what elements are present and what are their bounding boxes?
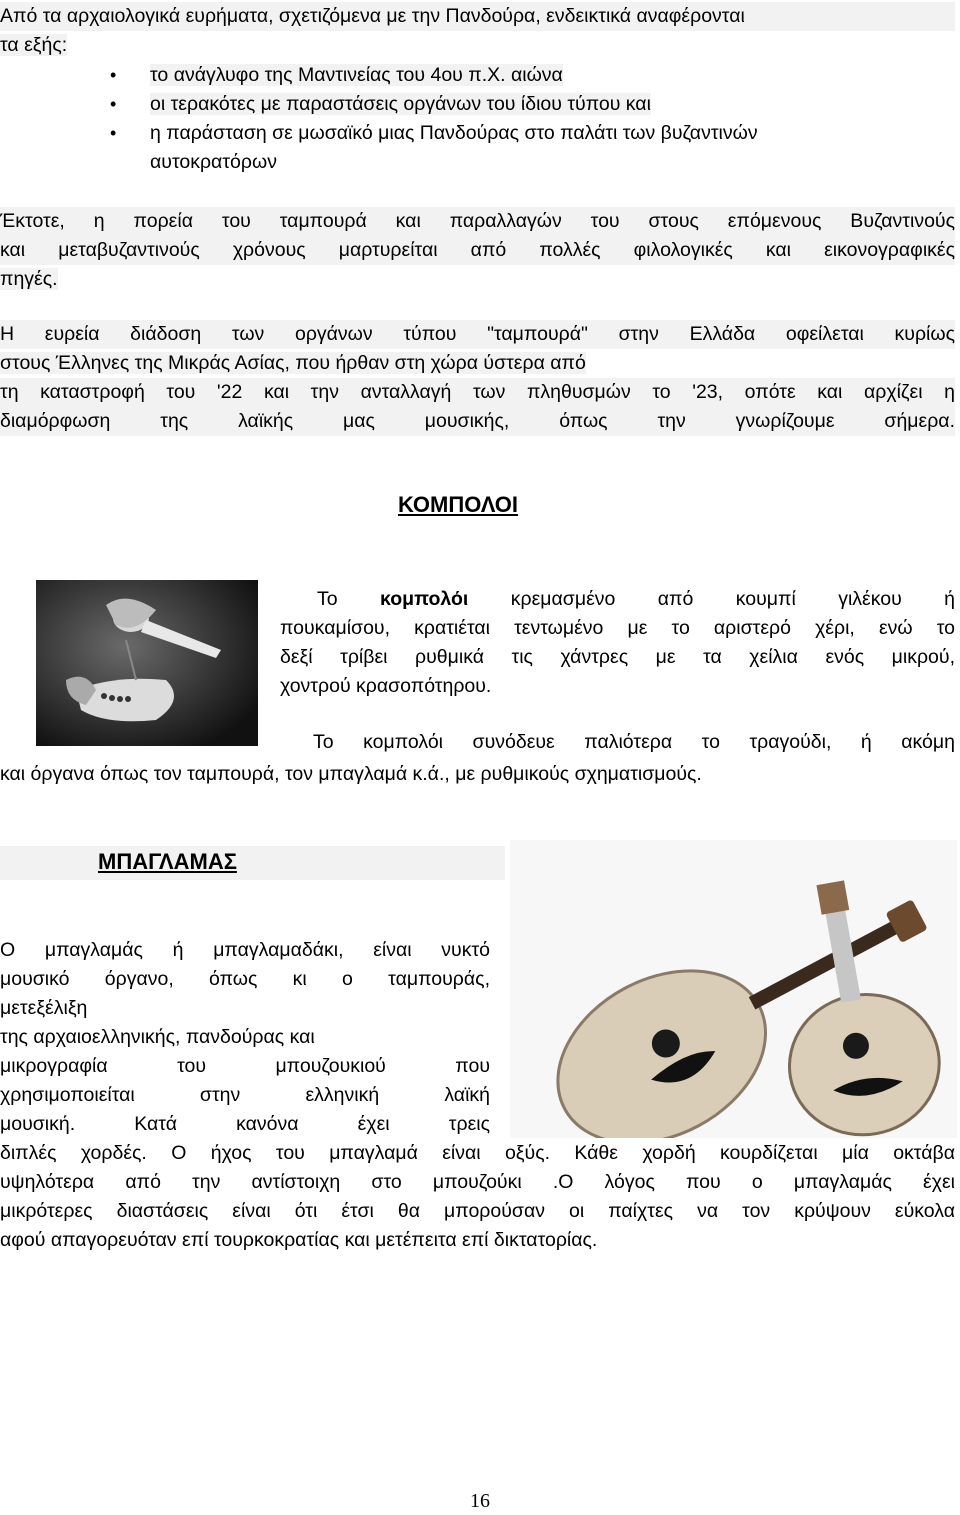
spread-line-2 [0,349,955,378]
baglamas-left-line: μικρογραφία του μπουζουκιού που [0,1055,490,1077]
baglamas-full-line-1: διπλές χορδές. Ο ήχος του μπαγλαμά είναι οξύς. Κάθε χορδή κουρδίζεται μία οκτάβα [0,1142,955,1164]
komboloi-p1-line-4: χοντρού κρασοπότηρου. [280,675,492,697]
byz-line-3 [0,265,955,294]
byz-line-1: Έκτοτε, η πορεία του ταμπουρά και παραλλαγών του στους επόμενους Βυζαντινούς [0,207,955,236]
komboloi-p1-line-1 [280,585,955,614]
intro-line-2 [0,31,955,60]
komboloi-p2-line-2: και όργανα όπως τον ταμπουρά, τον μπαγλαμά κ.ά., με ρυθμικούς σχηματισμούς. [0,763,702,785]
komboloi-p2-line-1: Το κομπολόι συνόδευε παλιότερα το τραγούδι, ή ακόμη [313,731,955,753]
spread-line-4: διαμόρφωση της λαϊκής μας μουσικής, όπως την γνωρίζουμε σήμερα. [0,407,955,436]
bullet-item [110,119,960,148]
bullet-text: οι τερακότες με παραστάσεις οργάνων του ίδιου τύπου και [150,93,651,115]
baglamas-left-line: χρησιμοποιείται στην ελληνική λαϊκή [0,1084,490,1106]
komboloi-p1-line-2: πουκαμίσου, κρατιέται τεντωμένο με το αριστερό χέρι, ενώ το [280,617,955,639]
bullet-text: το ανάγλυφο της Μαντινείας του 4ου π.Χ. αιώνα [150,64,563,86]
baglamas-full-line-3: μικρότερες διαστάσεις είναι ότι έτσι θα μπορούσαν οι παίχτες να τον κρύψουν εύκολα [0,1200,955,1222]
baglamas-left-line: μετεξέλιξη [0,997,88,1019]
byz-line-2: και μεταβυζαντινούς χρόνους μαρτυρείται από πολλές φιλολογικές και εικονογραφικές [0,236,955,265]
baglamas-left-line: Ο μπαγλαμάς ή μπαγλαμαδάκι, είναι νυκτό [0,939,490,961]
intro-line-1: Από τα αρχαιολογικά ευρήματα, σχετιζόμενα με την Πανδούρα, ενδεικτικά αναφέρονται [0,2,955,31]
baglamas-full-line-4: αφού απαγορευόταν επί τουρκοκρατίας και μετέπειτα επί δικτατορίας. [0,1229,598,1251]
bullet-text: η παράσταση σε μωσαϊκό μιας Πανδούρας στο παλάτι των βυζαντινών [150,122,758,144]
bullet-continuation: αυτοκρατόρων [150,151,277,173]
komboloi-bold-word: κομπολόι [380,588,469,610]
baglamas-left-line: της αρχαιοελληνικής, πανδούρας και [0,1026,315,1048]
spread-line-2-text: στους Έλληνες της Μικράς Ασίας, που ήρθαν στη χώρα ύστερα από [0,352,586,374]
baglamas-photo [510,840,957,1138]
komboloi-photo-image [36,580,258,746]
baglamas-photo-image [510,840,957,1138]
komboloi-p1-line-3: δεξί τρίβει ρυθμικά τις χάντρες με τα χείλια ενός μικρού, [280,646,955,668]
intro-bullet-list [110,61,960,148]
baglamas-left-column [0,936,490,1139]
baglamas-left-line: μουσική. Κατά κανόνα έχει τρεις [0,1113,490,1135]
bullet-item [110,61,960,90]
baglamas-heading-band [0,846,505,880]
spread-line-3: τη καταστροφή του '22 και την ανταλλαγή των πληθυσμών το '23, οπότε και αρχίζει η [0,378,955,407]
komboloi-p1-prefix: Το [317,588,381,610]
spread-line-1: Η ευρεία διάδοση των οργάνων τύπου "ταμπουρά" στην Ελλάδα οφείλεται κυρίως [0,320,955,349]
baglamas-heading: ΜΠΑΓΛΑΜΑΣ [98,849,237,874]
komboloi-p1-rest: κρεμασμένο από κουμπί γιλέκου ή [468,588,955,610]
baglamas-left-line: μουσικό όργανο, όπως κι ο ταμπουράς, [0,968,490,990]
komboloi-photo [36,580,258,746]
page-number: 16 [470,1490,490,1512]
komboloi-heading: ΚΟΜΠΟΛΟΙ [398,492,519,517]
intro-line-2-text: τα εξής: [0,34,68,56]
baglamas-full-line-2: υψηλότερα από την αντίστοιχη στο μπουζούκι .Ο λόγος που ο μπαγλαμάς έχει [0,1171,955,1193]
bullet-item [110,90,960,119]
byz-line-3-text: πηγές. [0,268,58,290]
